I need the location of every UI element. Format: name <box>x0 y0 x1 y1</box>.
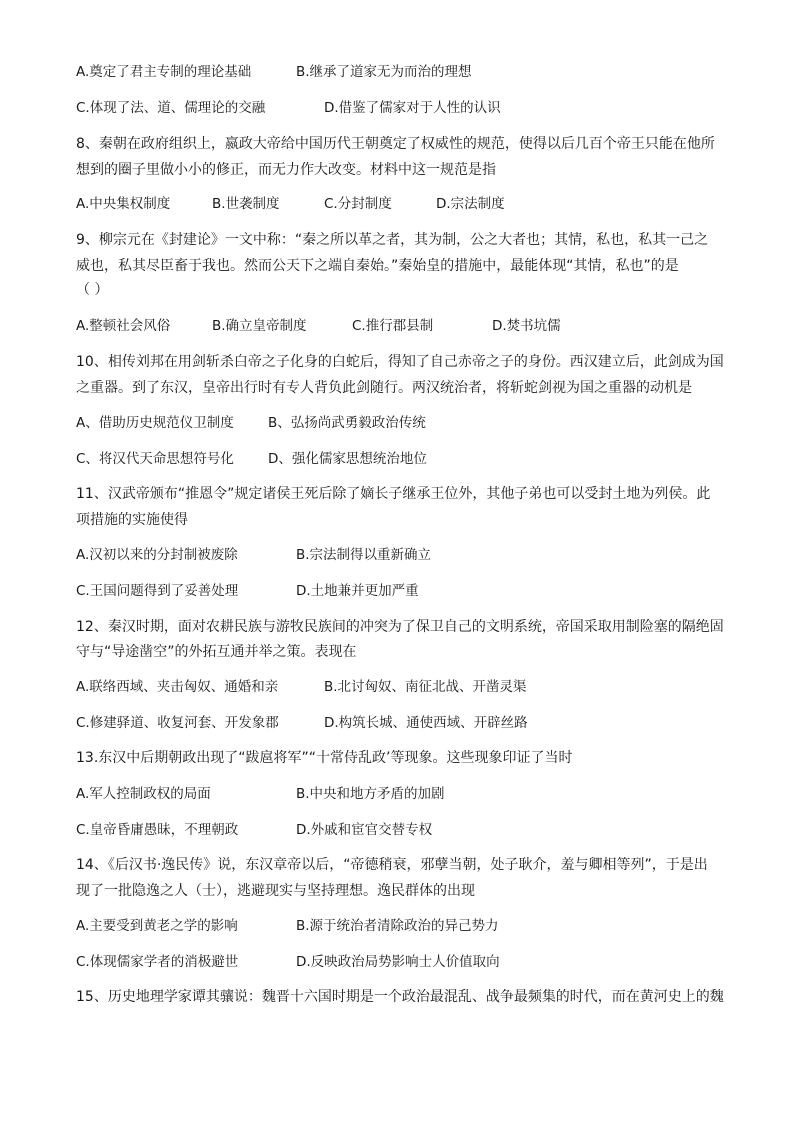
q11-stem-line2: 项措施的实施使得 <box>76 512 188 528</box>
q9-stem-line3: （ ） <box>76 282 109 298</box>
q9-option-d: D.焚书坑儒 <box>492 318 561 334</box>
q10-option-c: C、将汉代天命思想符号化 <box>76 451 234 467</box>
prev-option-c: C.体现了法、道、儒理论的交融 <box>76 100 266 116</box>
q14-option-d: D.反映政治局势影响士人价值取向 <box>296 954 500 970</box>
q11-option-b: B.宗法制得以重新确立 <box>296 547 432 563</box>
q13-option-b: B.中央和地方矛盾的加剧 <box>296 786 445 802</box>
q14-stem-line1: 14、《后汉书·逸民传》说，东汉章帝以后，“帝德稍衰，邪孽当朝，处子耿介，羞与卿相等列”，于是出 <box>76 857 708 873</box>
q10-option-a: A、借助历史规范仪卫制度 <box>76 415 234 431</box>
q11-stem-line1: 11、汉武帝颁布“推恩令”规定诸侯王死后除了嫡长子继承王位外，其他子弟也可以受封土地为列侯。此 <box>76 486 711 502</box>
q10-option-d: D、强化儒家思想统治地位 <box>268 451 427 467</box>
q8-option-a: A.中央集权制度 <box>76 196 171 212</box>
q14-stem-line2: 现了一批隐逸之人（士），逃避现实与坚持理想。逸民群体的出现 <box>76 883 475 899</box>
q12-option-b: B.北讨匈奴、南征北战、开凿灵渠 <box>324 679 527 695</box>
q10-stem-line2: 之重器。到了东汉，皇帝出行时有专人背负此剑随行。两汉统治者，将斩蛇剑视为国之重器的动机是 <box>76 380 692 396</box>
q14-option-a: A.主要受到黄老之学的影响 <box>76 918 238 934</box>
q10-option-b: B、弘扬尚武勇毅政治传统 <box>268 415 426 431</box>
prev-option-a: A.奠定了君主专制的理论基础 <box>76 64 252 80</box>
q12-stem-line1: 12、秦汉时期，面对农耕民族与游牧民族间的冲突为了保卫自己的文明系统，帝国采取用制险塞的隔绝固 <box>76 619 724 635</box>
q14-option-b: B.源于统治者清除政治的异己势力 <box>296 918 499 934</box>
q9-option-a: A.整顿社会风俗 <box>76 318 171 334</box>
q11-option-d: D.土地兼并更加严重 <box>296 583 419 599</box>
q9-option-c: C.推行郡县制 <box>352 318 434 334</box>
q12-option-c: C.修建驿道、收复河套、开发象郡 <box>76 715 279 731</box>
q13-option-a: A.军人控制政权的局面 <box>76 786 211 802</box>
prev-option-d: D.借鉴了儒家对于人性的认识 <box>324 100 501 116</box>
q15-stem-line1: 15、历史地理学家谭其骧说：魏晋十六国时期是一个政治最混乱、战争最频集的时代，而在黄河史上的魏 <box>76 989 724 1005</box>
q13-stem-line1: 13.东汉中后期朝政出现了“跋扈将军”“十常侍乱政’等现象。这些现象印证了当时 <box>76 750 573 766</box>
q10-stem-line1: 10、相传刘邦在用剑斩杀白帝之子化身的白蛇后，得知了自己赤帝之子的身份。西汉建立后，此剑成为国 <box>76 354 724 370</box>
q13-option-d: D.外戚和宦官交替专权 <box>296 822 433 838</box>
q8-stem-line2: 想到的圈子里做小小的修正，而无力作大改变。材料中这一规范是指 <box>76 162 496 178</box>
q13-option-c: C.皇帝昏庸愚昧，不理朝政 <box>76 822 239 838</box>
q8-stem-line1: 8、秦朝在政府组织上，嬴政大帝给中国历代王朝奠定了权威性的规范，使得以后几百个帝王只能在他所 <box>76 136 715 152</box>
q11-option-c: C.王国问题得到了妥善处理 <box>76 583 239 599</box>
q8-option-d: D.宗法制度 <box>436 196 505 212</box>
q9-stem-line1: 9、柳宗元在《封建论》一文中称：“秦之所以革之者，其为制，公之大者也；其情，私也，私其一己之 <box>76 232 709 248</box>
q12-option-d: D.构筑长城、通使西域、开辟丝路 <box>324 715 528 731</box>
q9-stem-line2: 威也，私其尽臣畜于我也。然而公天下之端自秦始。”秦始皇的措施中，最能体现“其情，私也”的是 <box>76 258 679 274</box>
q8-option-c: C.分封制度 <box>324 196 392 212</box>
q11-option-a: A.汉初以来的分封制被废除 <box>76 547 238 563</box>
q8-option-b: B.世袭制度 <box>212 196 280 212</box>
prev-option-b: B.继承了道家无为而治的理想 <box>296 64 472 80</box>
q12-option-a: A.联络西域、夹击匈奴、通婚和亲 <box>76 679 279 695</box>
q9-option-b: B.确立皇帝制度 <box>212 318 307 334</box>
q14-option-c: C.体现儒家学者的消极避世 <box>76 954 239 970</box>
q12-stem-line2: 守与“导途凿空”的外拓互通并举之策。表现在 <box>76 644 357 660</box>
